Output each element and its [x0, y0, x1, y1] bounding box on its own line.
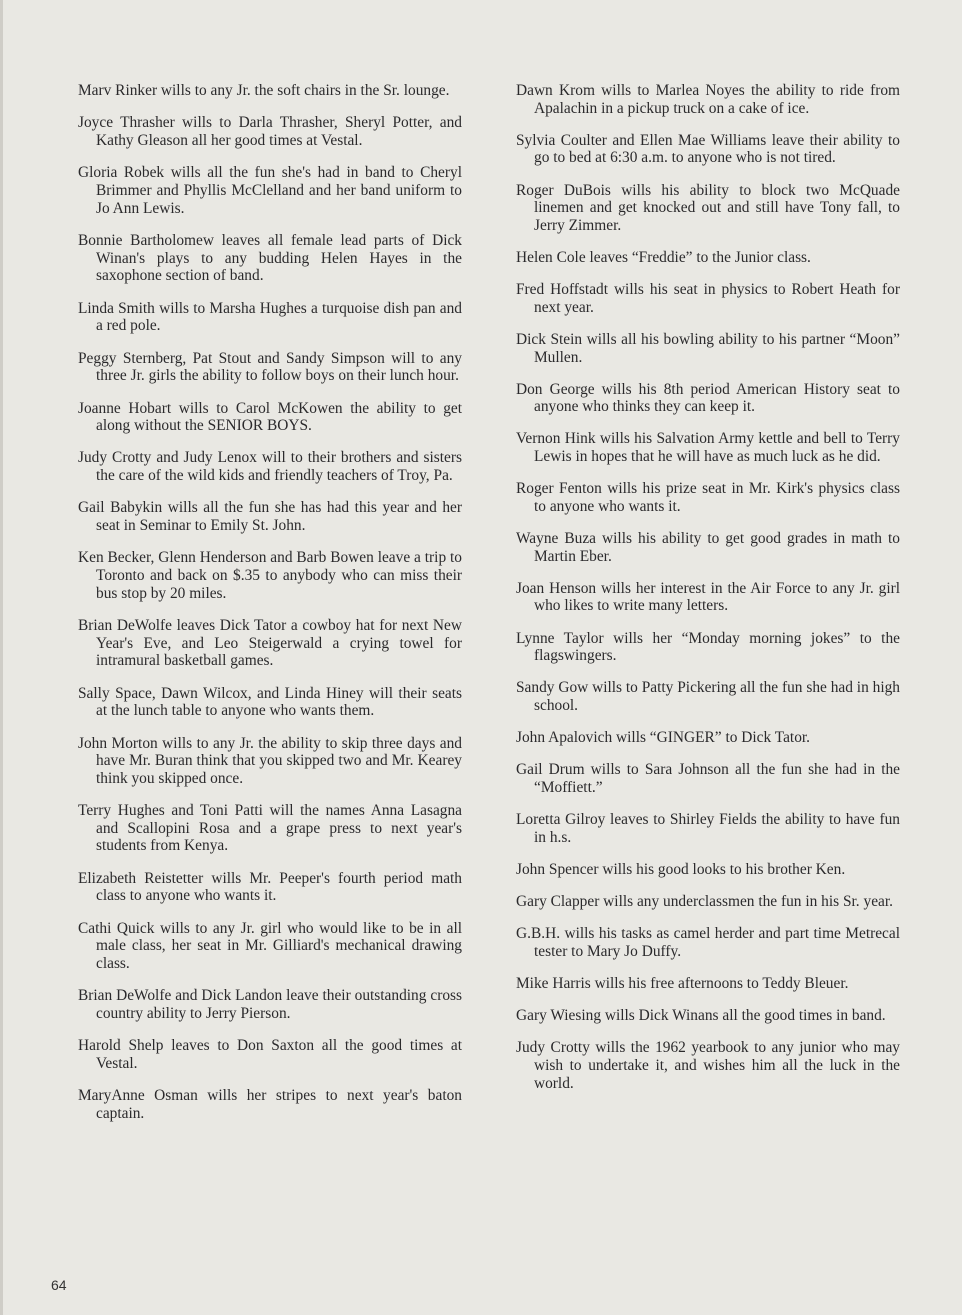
- will-entry: Dick Stein wills all his bowling ability to his partner “Moon” Mullen.: [516, 330, 900, 366]
- will-entry: Cathi Quick wills to any Jr. girl who would like to be in all male class, her seat in Mr. Gilliard's mechanical drawing class.: [78, 919, 462, 972]
- will-entry: Joanne Hobart wills to Carol McKowen the ability to get along without the SENIOR BOYS.: [78, 399, 462, 435]
- will-entry: Sandy Gow wills to Patty Pickering all the fun she had in high school.: [516, 679, 900, 714]
- will-entry: Joyce Thrasher wills to Darla Thrasher, Sheryl Potter, and Kathy Gleason all her good times at Vestal.: [78, 114, 462, 149]
- will-entry: Brian DeWolfe and Dick Landon leave their outstanding cross country ability to Jerry Pierson.: [78, 987, 462, 1022]
- will-entry: Fred Hoffstadt wills his seat in physics to Robert Heath for next year.: [516, 281, 900, 316]
- will-entry: Judy Crotty wills the 1962 yearbook to any junior who may wish to undertake it, and wishes him all the luck in the world.: [516, 1039, 900, 1092]
- will-entry: Dawn Krom wills to Marlea Noyes the ability to ride from Apalachin in a pickup truck on a cake of ice.: [516, 82, 900, 117]
- will-entry: Lynne Taylor wills her “Monday morning jokes” to the flagswingers.: [516, 629, 900, 665]
- will-entry: G.B.H. wills his tasks as camel herder and part time Metrecal tester to Mary Jo Duffy.: [516, 925, 900, 960]
- will-entry: John Morton wills to any Jr. the ability to skip three days and have Mr. Buran think that you skipped two and Mr. Kearey think you skipped once.: [78, 734, 462, 787]
- will-entry: Wayne Buza wills his ability to get good grades in math to Martin Eber.: [516, 530, 900, 565]
- will-entry: Judy Crotty and Judy Lenox will to their brothers and sisters the care of the wild kids and friendly teachers of Troy, Pa.: [78, 449, 462, 485]
- will-entry: Gail Babykin wills all the fun she has had this year and her seat in Seminar to Emily St. John.: [78, 499, 462, 535]
- will-entry: Mike Harris wills his free afternoons to Teddy Bleuer.: [516, 975, 849, 993]
- will-entry: Gary Wiesing wills Dick Winans all the good times in band.: [516, 1007, 886, 1025]
- will-entry: Bonnie Bartholomew leaves all female lead parts of Dick Winan's plays to any budding Helen Hayes in the saxophone section of band.: [78, 231, 462, 285]
- will-entry: Gloria Robek wills all the fun she's had in band to Cheryl Brimmer and Phyllis McClelland and her band uniform to Jo Ann Lewis.: [78, 164, 462, 217]
- will-entry: Peggy Sternberg, Pat Stout and Sandy Simpson will to any three Jr. girls the ability to follow boys on their lunch hour.: [78, 349, 462, 385]
- will-entry: Terry Hughes and Toni Patti will the names Anna Lasagna and Scallopini Rosa and a grape press to next year's students from Kenya.: [78, 802, 462, 855]
- will-entry: Roger DuBois wills his ability to block two McQuade linemen and get knocked out and still have Tony fall, to Jerry Zimmer.: [516, 181, 900, 234]
- will-entry: Brian DeWolfe leaves Dick Tator a cowboy hat for next New Year's Eve, and Leo Steigerwald a crying towel for intramural basketball games.: [78, 617, 462, 670]
- will-entry: Sally Space, Dawn Wilcox, and Linda Hiney will their seats at the lunch table to anyone who wants them.: [78, 684, 462, 720]
- will-entry: Gary Clapper wills any underclassmen the fun in his Sr. year.: [516, 893, 893, 911]
- will-entry: Vernon Hink wills his Salvation Army kettle and bell to Terry Lewis in hopes that he will have as much luck as he did.: [516, 430, 900, 466]
- will-entry: Linda Smith wills to Marsha Hughes a turquoise dish pan and a red pole.: [78, 299, 462, 335]
- will-entry: MaryAnne Osman wills her stripes to next year's baton captain.: [78, 1087, 462, 1122]
- will-entry: John Apalovich wills “GINGER” to Dick Tator.: [516, 729, 811, 747]
- will-entry: Helen Cole leaves “Freddie” to the Junior class.: [516, 248, 811, 266]
- will-entry: Marv Rinker wills to any Jr. the soft chairs in the Sr. lounge.: [78, 82, 450, 99]
- right-column: [516, 82, 900, 1107]
- page-edge-shadow: [0, 0, 3, 1315]
- will-entry: Loretta Gilroy leaves to Shirley Fields the ability to have fun in h.s.: [516, 811, 900, 846]
- will-entry: John Spencer wills his good looks to his brother Ken.: [516, 860, 846, 878]
- page-number: 64: [51, 1277, 67, 1293]
- will-entry: Gail Drum wills to Sara Johnson all the fun she had in the “Moffiett.”: [516, 761, 900, 796]
- will-entry: Sylvia Coulter and Ellen Mae Williams leave their ability to go to bed at 6:30 a.m. to anyone who is not tired.: [516, 131, 900, 167]
- left-column: [78, 82, 462, 1137]
- will-entry: Ken Becker, Glenn Henderson and Barb Bowen leave a trip to Toronto and back on $.35 to anybody who can miss their bus stop by 20 miles.: [78, 549, 462, 602]
- will-entry: Harold Shelp leaves to Don Saxton all the good times at Vestal.: [78, 1037, 462, 1072]
- will-entry: Don George wills his 8th period American History seat to anyone who thinks they can keep it.: [516, 380, 900, 416]
- will-entry: Roger Fenton wills his prize seat in Mr. Kirk's physics class to anyone who wants it.: [516, 480, 900, 515]
- will-entry: Joan Henson wills her interest in the Air Force to any Jr. girl who likes to write many letters.: [516, 579, 900, 615]
- will-entry: Elizabeth Reistetter wills Mr. Peeper's fourth period math class to anyone who wants it.: [78, 869, 462, 905]
